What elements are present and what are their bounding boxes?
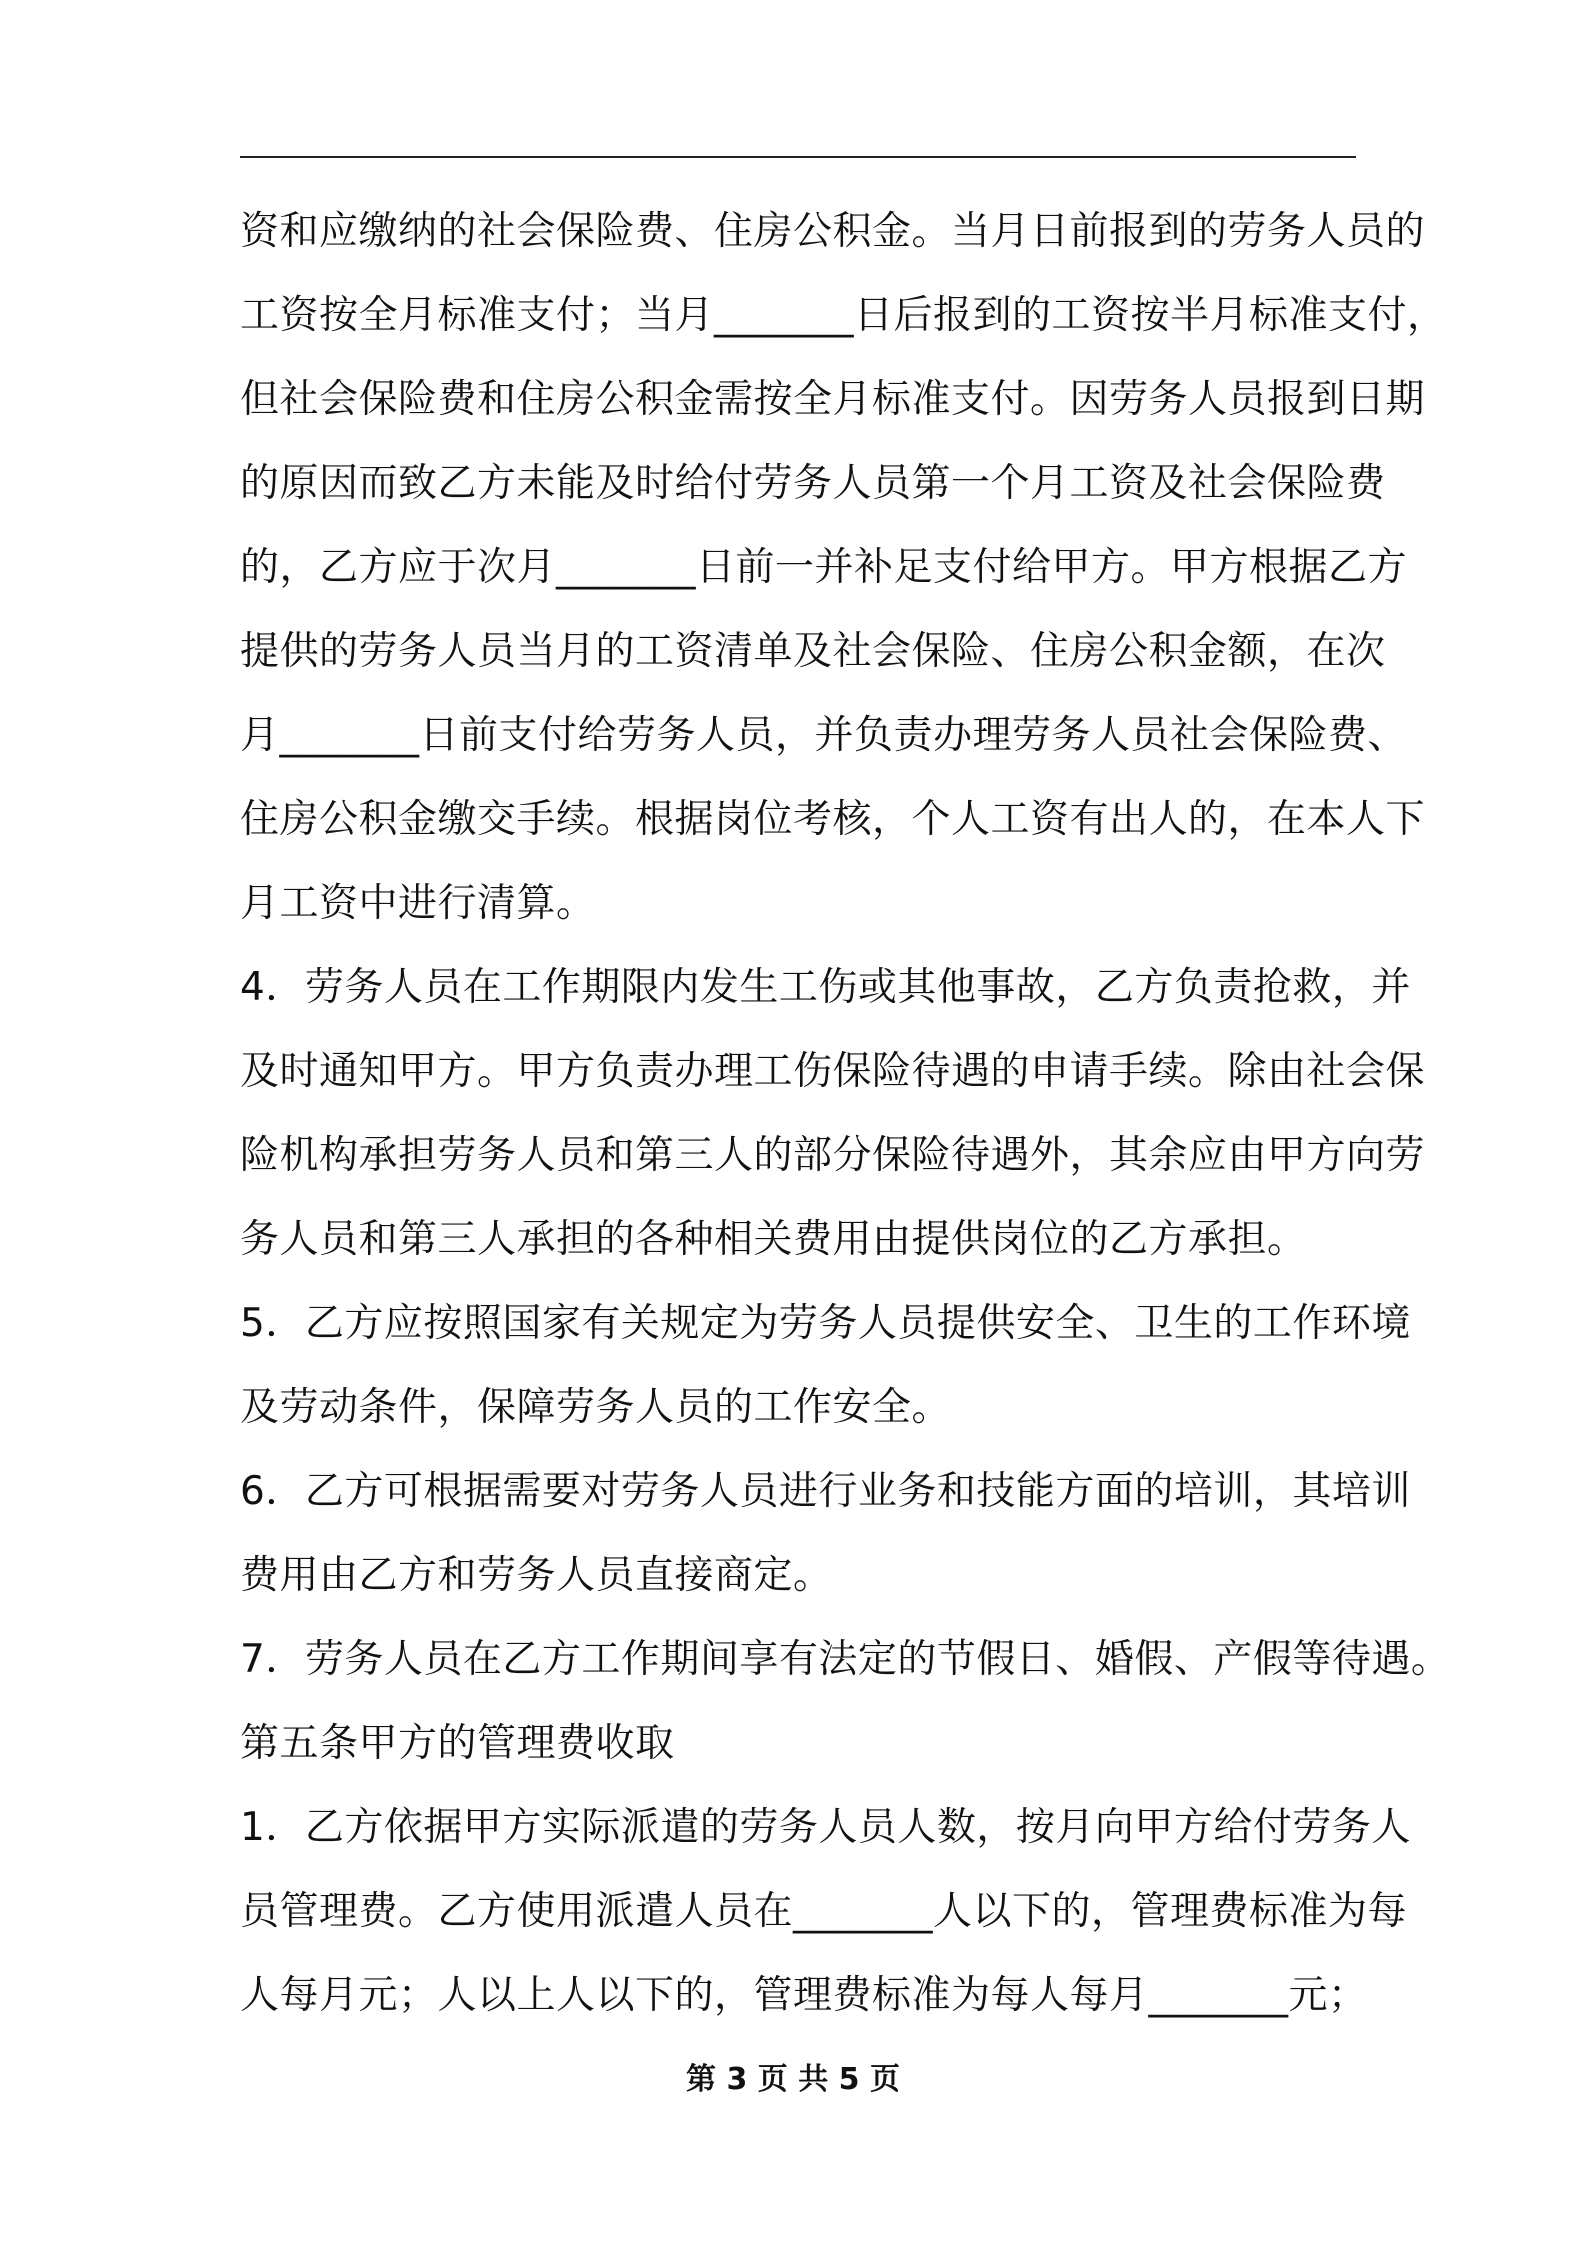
text-line: 工资按全月标准支付；当月_______日后报到的工资按半月标准支付， bbox=[240, 293, 1447, 338]
text-line: 6．乙方可根据需要对劳务人员进行业务和技能方面的培训，其培训 bbox=[240, 1469, 1411, 1514]
text-line: 提供的劳务人员当月的工资清单及社会保险、住房公积金额，在次 bbox=[240, 629, 1386, 674]
text-line: 但社会保险费和住房公积金需按全月标准支付。因劳务人员报到日期 bbox=[240, 377, 1426, 422]
text-line: 人每月元；人以上人以下的，管理费标准为每人每月_______元； bbox=[240, 1973, 1368, 2018]
text-line: 的原因而致乙方未能及时给付劳务人员第一个月工资及社会保险费 bbox=[240, 461, 1386, 506]
text-line: 4．劳务人员在工作期限内发生工伤或其他事故，乙方负责抢救，并 bbox=[240, 965, 1411, 1010]
section-heading: 第五条甲方的管理费收取 bbox=[240, 1721, 675, 1766]
text-line: 及劳动条件，保障劳务人员的工作安全。 bbox=[240, 1385, 952, 1430]
text-line: 及时通知甲方。甲方负责办理工伤保险待遇的申请手续。除由社会保 bbox=[240, 1049, 1426, 1094]
header-rule bbox=[240, 156, 1356, 158]
text-line: 险机构承担劳务人员和第三人的部分保险待遇外，其余应由甲方向劳 bbox=[240, 1133, 1426, 1178]
text-line: 7．劳务人员在乙方工作期间享有法定的节假日、婚假、产假等待遇。 bbox=[240, 1637, 1451, 1682]
text-line: 务人员和第三人承担的各种相关费用由提供岗位的乙方承担。 bbox=[240, 1217, 1307, 1262]
text-line: 员管理费。乙方使用派遣人员在_______人以下的，管理费标准为每 bbox=[240, 1889, 1408, 1934]
text-line: 1．乙方依据甲方实际派遣的劳务人员人数，按月向甲方给付劳务人 bbox=[240, 1805, 1411, 1850]
text-line: 费用由乙方和劳务人员直接商定。 bbox=[240, 1553, 833, 1598]
page-number: 第 3 页 共 5 页 bbox=[686, 2062, 900, 2097]
text-line: 资和应缴纳的社会保险费、住房公积金。当月日前报到的劳务人员的 bbox=[240, 209, 1426, 254]
text-line: 的，乙方应于次月_______日前一并补足支付给甲方。甲方根据乙方 bbox=[240, 545, 1408, 590]
text-line: 5．乙方应按照国家有关规定为劳务人员提供安全、卫生的工作环境 bbox=[240, 1301, 1411, 1346]
text-line: 住房公积金缴交手续。根据岗位考核，个人工资有出人的，在本人下 bbox=[240, 797, 1426, 842]
text-line: 月_______日前支付给劳务人员，并负责办理劳务人员社会保险费、 bbox=[240, 713, 1408, 758]
text-line: 月工资中进行清算。 bbox=[240, 881, 596, 926]
document-body bbox=[240, 190, 1451, 2038]
